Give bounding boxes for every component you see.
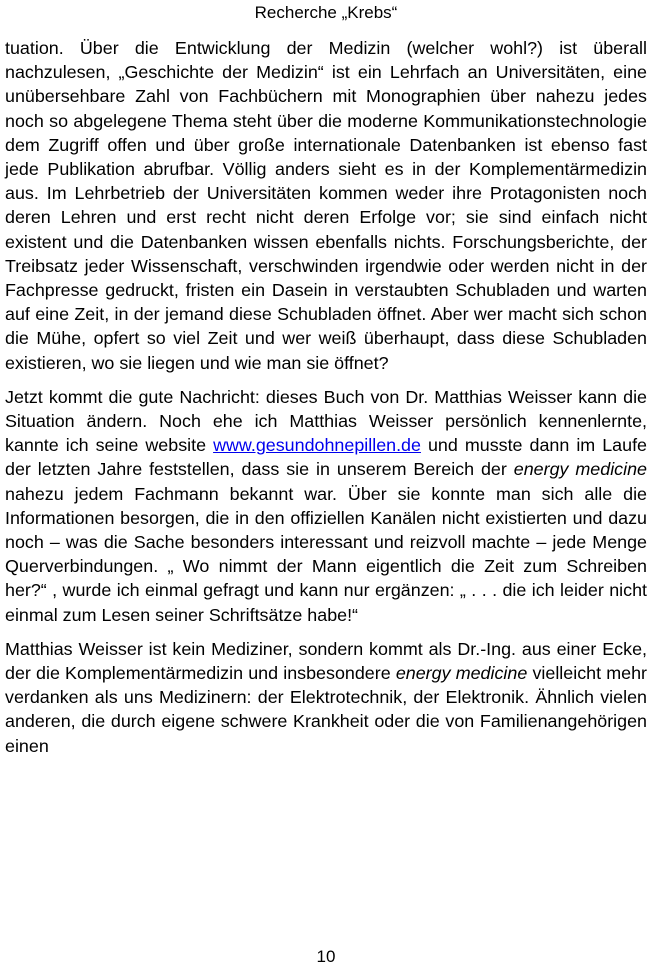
running-header-title: Recherche „Krebs“: [254, 3, 398, 22]
paragraph-3-text-b: vielleicht mehr verdanken als uns Medizinern: der Elektrotechnik, der Elektronik. Ähnlich vielen anderen, die durch eigene schwere Krankheit oder die von Familienangehörigen einen: [5, 663, 647, 756]
paragraph-1: [5, 36, 647, 375]
page-number: 10: [316, 947, 336, 966]
paragraph-3-text-a: Matthias Weisser ist kein Mediziner, sondern kommt als Dr.-Ing. aus einer Ecke, der die Komplementärmedizin und insbesondere: [5, 638, 647, 684]
energy-medicine-term: energy medicine: [395, 663, 528, 684]
page-body: [5, 36, 647, 768]
paragraph-2: [5, 385, 647, 627]
paragraph-2-text-a: Jetzt kommt die gute Nachricht: dieses Buch von Dr. Matthias Weisser kann die Situation ändern. Noch ehe ich Matthias Weisser persönlich kennenlernte, kannte ich seine website: [5, 386, 647, 456]
paragraph-2-text-c: nahezu jedem Fachmann bekannt war. Über sie konnte man sich alle die Informationen besorgen, die in den offiziellen Kanälen nicht existierten und dazu noch – was die Sache besonders interessant und reizvoll machte – jede Menge Querverbindungen. „ Wo nimmt der Mann eigentlich die Zeit zum Schreiben her?“ , wurde ich einmal gefragt und kann nur ergänzen: „ . . . die ich leider nicht einmal zum Lesen seiner Schriftsätze habe!“: [5, 483, 647, 625]
paragraph-1-text: tuation. Über die Entwicklung der Medizin (welcher wohl?) ist überall nachzulesen, „Geschichte der Medizin“ ist ein Lehrfach an Universitäten, eine unübersehbare Zahl von Fachbüchern mit Monographien über nahezu jedes noch so abgelegene Thema steht über die moderne Kommunikationstechnologie dem Zugriff offen und über große internationale Datenbanken ist ebenso fast jede Publikation abrufbar. Völlig anders sieht es in der Komplementärmedizin aus. Im Lehrbetrieb der Universitäten kommen weder ihre Protagonisten noch deren Lehren und erst recht nicht deren Erfolge vor; sie sind einfach nicht existent und die Datenbanken wissen ebenfalls nichts. Forschungsberichte, der Treibsatz jeder Wissenschaft, verschwinden irgendwie oder werden nicht in der Fachpresse gedruckt, fristen ein Dasein in verstaubten Schubladen und warten auf eine Zeit, in der jemand diese Schubladen öffnet. Aber wer macht sich schon die Mühe, opfert so viel Zeit und wer weiß überhaupt, dass diese Schubladen existieren, wo sie liegen und wie man sie öffnet?: [5, 38, 647, 373]
running-header: [0, 0, 652, 26]
paragraph-3: [5, 637, 647, 758]
paragraph-2-text-b: und musste dann im Laufe der letzten Jahre feststellen, dass sie in unserem Bereich der: [5, 435, 647, 480]
website-link[interactable]: www.gesundohnepillen.de: [213, 435, 421, 456]
energy-medicine-term: energy medicine: [513, 459, 647, 480]
